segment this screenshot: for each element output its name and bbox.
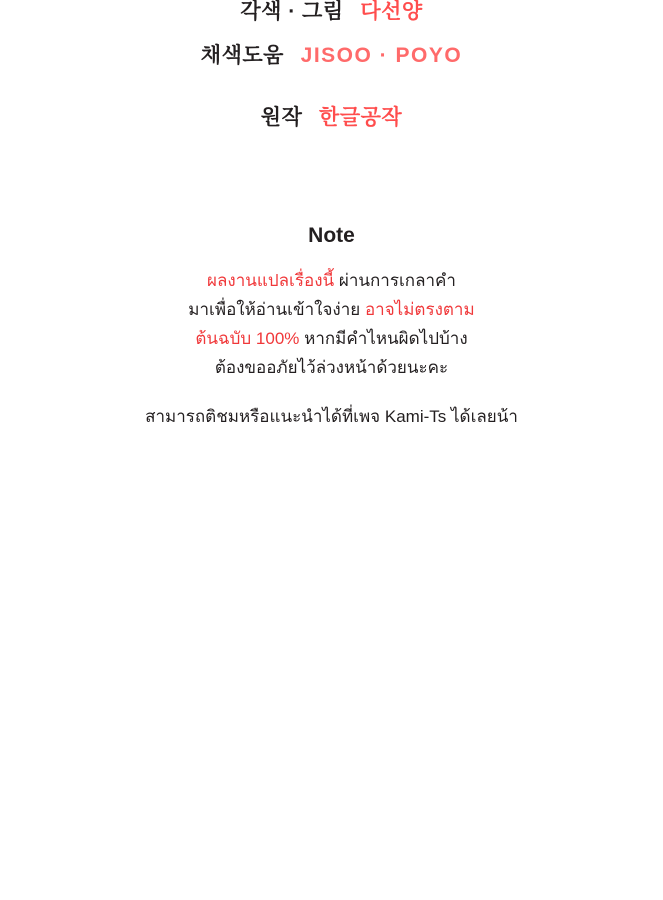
- note-body-line-1: [0, 266, 663, 295]
- note-text-1: ผ่านการเกลาคำ: [334, 271, 456, 290]
- credit-spacer: [350, 0, 360, 23]
- credit-label-original: 원작: [260, 106, 303, 129]
- note-text-4: ต้องขออภัยไว้ล่วงหน้าด้วยนะคะ: [214, 358, 449, 377]
- credits-block: [0, 0, 663, 138]
- credit-spacer: [290, 44, 300, 67]
- note-text-3: หากมีคำไหนผิดไปบ้าง: [299, 329, 468, 348]
- credit-line-original: [0, 98, 663, 138]
- note-body-line-3: [0, 324, 663, 353]
- credit-value-colorists: JISOO · POYO: [300, 44, 463, 67]
- credit-value-original: 한글공작: [319, 106, 403, 129]
- translator-note-block: [0, 222, 663, 430]
- note-text-2: มาเพื่อให้อ่านเข้าใจง่าย: [188, 300, 365, 319]
- note-body-line-2: [0, 295, 663, 324]
- credit-line-artist: [0, 0, 663, 32]
- note-highlight-3: ต้นฉบับ 100%: [195, 329, 300, 348]
- note-title: Note: [308, 224, 355, 247]
- credit-spacer: [309, 106, 319, 129]
- note-body-line-4: [0, 353, 663, 382]
- note-body: [0, 266, 663, 382]
- credit-value-artist: 다선양: [360, 0, 423, 23]
- credit-label-artist: 각색 · 그림: [240, 0, 344, 23]
- note-highlight-2: อาจไม่ตรงตาม: [364, 300, 475, 319]
- note-highlight-1: ผลงานแปลเรื่องนี้: [207, 271, 335, 290]
- note-footer: สามารถติชมหรือแนะนำได้ที่เพจ Kami-Ts ได้เลยน้า: [145, 407, 518, 426]
- credit-line-colorists: [0, 36, 663, 76]
- credit-label-colorists: 채색도움: [200, 44, 284, 67]
